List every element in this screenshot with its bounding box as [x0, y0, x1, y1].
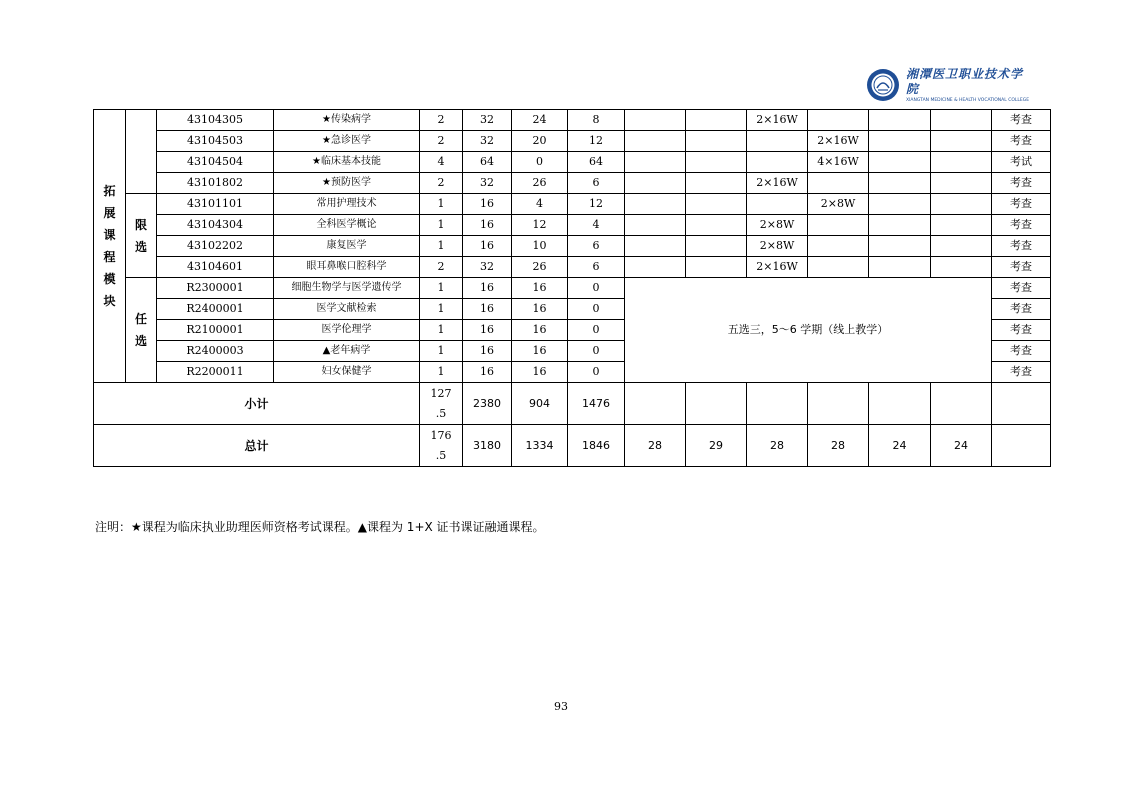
course-code: 43101101: [157, 194, 274, 215]
assessment-type: 考查: [992, 236, 1051, 257]
grand_total-practice-hours: 1846: [568, 425, 625, 467]
grand_total-label: 总计: [94, 425, 420, 467]
course-name: ★预防医学: [274, 173, 420, 194]
assessment-type: 考查: [992, 341, 1051, 362]
table-row: [94, 131, 1051, 152]
course-name: ★急诊医学: [274, 131, 420, 152]
theory-hours: 16: [512, 278, 568, 299]
semester-3-hours: 2×16W: [747, 110, 808, 131]
semester-4-hours: [808, 257, 869, 278]
assessment-type: 考查: [992, 299, 1051, 320]
practice-hours: 0: [568, 320, 625, 341]
college-name-cn: 湘潭医卫职业技术学院: [906, 66, 1024, 96]
group-optional-text: 任选: [134, 312, 147, 348]
semester-4-hours: [808, 173, 869, 194]
curriculum-table: [93, 109, 1051, 467]
assessment-type: 考查: [992, 257, 1051, 278]
practice-hours: 0: [568, 341, 625, 362]
semester-4-hours: [808, 215, 869, 236]
theory-hours: 26: [512, 257, 568, 278]
semester-1-hours: [625, 215, 686, 236]
credit: 2: [420, 110, 463, 131]
semester-6-hours: [931, 194, 992, 215]
practice-hours: 0: [568, 278, 625, 299]
course-name: 医学文献检索: [274, 299, 420, 320]
college-name-en: XIANGTAN MEDICINE & HEALTH VOCATIONAL COLLEGE: [906, 97, 1030, 103]
semester-2-hours: [686, 152, 747, 173]
credit: 1: [420, 194, 463, 215]
subtotal-credit-int: 127: [430, 386, 452, 400]
semester-3-hours: [747, 131, 808, 152]
semester-3-hours: 2×8W: [747, 236, 808, 257]
semester-2-hours: [686, 236, 747, 257]
subtotal-practice-hours: 1476: [568, 383, 625, 425]
subtotal-semester-2: [686, 383, 747, 425]
grand_total-assessment-blank: [992, 425, 1051, 467]
course-name: ★传染病学: [274, 110, 420, 131]
grand_total-semester-4: 28: [808, 425, 869, 467]
semester-1-hours: [625, 152, 686, 173]
theory-hours: 10: [512, 236, 568, 257]
grand-total-row: [94, 425, 1051, 467]
grand_total-semester-2: 29: [686, 425, 747, 467]
course-name: 常用护理技术: [274, 194, 420, 215]
semester-2-hours: [686, 131, 747, 152]
subtotal-semester-4: [808, 383, 869, 425]
course-code: 43104305: [157, 110, 274, 131]
course-name: 康复医学: [274, 236, 420, 257]
total-hours: 16: [463, 236, 512, 257]
course-code: R2400003: [157, 341, 274, 362]
grand_total-theory-hours: 1334: [512, 425, 568, 467]
assessment-type: 考查: [992, 215, 1051, 236]
grand_total-semester-3: 28: [747, 425, 808, 467]
semester-5-hours: [869, 173, 931, 194]
curriculum-table-body: [94, 110, 1051, 467]
subtotal-assessment-blank: [992, 383, 1051, 425]
footnote: 注明：★课程为临床执业助理医师资格考试课程。▲课程为 1+X 证书课证融通课程。: [95, 520, 545, 534]
semester-2-hours: [686, 257, 747, 278]
practice-hours: 0: [568, 362, 625, 383]
course-code: 43104504: [157, 152, 274, 173]
practice-hours: 0: [568, 299, 625, 320]
table-row: [94, 152, 1051, 173]
semester-2-hours: [686, 110, 747, 131]
credit: 2: [420, 131, 463, 152]
theory-hours: 12: [512, 215, 568, 236]
semester-2-hours: [686, 173, 747, 194]
practice-hours: 64: [568, 152, 625, 173]
theory-hours: 26: [512, 173, 568, 194]
semester-2-hours: [686, 194, 747, 215]
grand_total-credit-int: 176: [430, 428, 452, 442]
total-hours: 16: [463, 215, 512, 236]
semester-5-hours: [869, 257, 931, 278]
course-code: R2200011: [157, 362, 274, 383]
semester-6-hours: [931, 215, 992, 236]
semester-5-hours: [869, 236, 931, 257]
table-row: [94, 257, 1051, 278]
practice-hours: 8: [568, 110, 625, 131]
group-blank: [126, 110, 157, 194]
semester-2-hours: [686, 215, 747, 236]
total-hours: 16: [463, 341, 512, 362]
assessment-type: 考查: [992, 362, 1051, 383]
semester-4-hours: 4×16W: [808, 152, 869, 173]
subtotal-credit-frac: .5: [435, 406, 447, 420]
theory-hours: 16: [512, 320, 568, 341]
module-label: [94, 110, 126, 383]
table-row: [94, 215, 1051, 236]
table-row: [94, 110, 1051, 131]
semester-1-hours: [625, 257, 686, 278]
subtotal-semester-5: [869, 383, 931, 425]
theory-hours: 0: [512, 152, 568, 173]
college-logo: [866, 66, 1030, 104]
module-label-text: 拓展课程模块: [103, 184, 116, 308]
subtotal-semester-6: [931, 383, 992, 425]
grand_total-credit-frac: .5: [435, 448, 447, 462]
semester-1-hours: [625, 194, 686, 215]
table-row: [94, 194, 1051, 215]
theory-hours: 24: [512, 110, 568, 131]
theory-hours: 16: [512, 341, 568, 362]
grand_total-credit: [420, 425, 463, 467]
total-hours: 32: [463, 110, 512, 131]
semester-5-hours: [869, 194, 931, 215]
assessment-type: 考查: [992, 320, 1051, 341]
course-code: R2100001: [157, 320, 274, 341]
course-code: 43104503: [157, 131, 274, 152]
semester-4-hours: [808, 110, 869, 131]
course-code: 43101802: [157, 173, 274, 194]
course-name: 细胞生物学与医学遗传学: [274, 278, 420, 299]
theory-hours: 16: [512, 362, 568, 383]
grand_total-semester-6: 24: [931, 425, 992, 467]
semester-6-hours: [931, 257, 992, 278]
course-code: 43104601: [157, 257, 274, 278]
semester-5-hours: [869, 152, 931, 173]
semester-4-hours: [808, 236, 869, 257]
course-name: ★临床基本技能: [274, 152, 420, 173]
course-code: R2300001: [157, 278, 274, 299]
grand_total-total-hours: 3180: [463, 425, 512, 467]
credit: 1: [420, 320, 463, 341]
practice-hours: 12: [568, 194, 625, 215]
total-hours: 16: [463, 194, 512, 215]
semester-6-hours: [931, 152, 992, 173]
course-name: 医学伦理学: [274, 320, 420, 341]
semester-5-hours: [869, 215, 931, 236]
semester-6-hours: [931, 173, 992, 194]
page-number: 93: [554, 700, 568, 713]
semester-5-hours: [869, 131, 931, 152]
subtotal-semester-3: [747, 383, 808, 425]
total-hours: 32: [463, 131, 512, 152]
total-hours: 16: [463, 362, 512, 383]
theory-hours: 4: [512, 194, 568, 215]
subtotal-total-hours: 2380: [463, 383, 512, 425]
grand_total-semester-5: 24: [869, 425, 931, 467]
group-label-restricted: [126, 194, 157, 278]
practice-hours: 6: [568, 236, 625, 257]
credit: 2: [420, 173, 463, 194]
semester-1-hours: [625, 173, 686, 194]
total-hours: 64: [463, 152, 512, 173]
credit: 1: [420, 299, 463, 320]
assessment-type: 考查: [992, 278, 1051, 299]
table-row: [94, 236, 1051, 257]
semester-6-hours: [931, 131, 992, 152]
table-row: [94, 278, 1051, 299]
semester-3-hours: 2×16W: [747, 173, 808, 194]
group-label-optional: [126, 278, 157, 383]
college-seal-icon: [866, 68, 900, 102]
semester-1-hours: [625, 110, 686, 131]
subtotal-semester-1: [625, 383, 686, 425]
theory-hours: 16: [512, 299, 568, 320]
course-code: 43104304: [157, 215, 274, 236]
semester-4-hours: 2×8W: [808, 194, 869, 215]
theory-hours: 20: [512, 131, 568, 152]
semester-3-hours: 2×8W: [747, 215, 808, 236]
course-name: 眼耳鼻喉口腔科学: [274, 257, 420, 278]
semester-3-hours: [747, 194, 808, 215]
total-hours: 16: [463, 299, 512, 320]
course-code: 43102202: [157, 236, 274, 257]
assessment-type: 考查: [992, 110, 1051, 131]
semester-3-hours: [747, 152, 808, 173]
practice-hours: 6: [568, 173, 625, 194]
course-name: ▲老年病学: [274, 341, 420, 362]
credit: 1: [420, 341, 463, 362]
semester-6-hours: [931, 236, 992, 257]
semester-1-hours: [625, 131, 686, 152]
total-hours: 32: [463, 173, 512, 194]
credit: 1: [420, 362, 463, 383]
credit: 1: [420, 236, 463, 257]
course-name: 妇女保健学: [274, 362, 420, 383]
credit: 2: [420, 257, 463, 278]
subtotal-label: 小计: [94, 383, 420, 425]
semester-3-hours: 2×16W: [747, 257, 808, 278]
assessment-type: 考试: [992, 152, 1051, 173]
subtotal-theory-hours: 904: [512, 383, 568, 425]
total-hours: 32: [463, 257, 512, 278]
subtotal-credit: [420, 383, 463, 425]
table-row: [94, 173, 1051, 194]
credit: 4: [420, 152, 463, 173]
assessment-type: 考查: [992, 194, 1051, 215]
practice-hours: 4: [568, 215, 625, 236]
credit: 1: [420, 278, 463, 299]
course-name: 全科医学概论: [274, 215, 420, 236]
group-restricted-text: 限选: [134, 217, 147, 254]
semester-6-hours: [931, 110, 992, 131]
semester-1-hours: [625, 236, 686, 257]
assessment-type: 考查: [992, 173, 1051, 194]
subtotal-row: [94, 383, 1051, 425]
optional-elective-note: 五选三，5～6 学期（线上教学）: [625, 278, 992, 383]
practice-hours: 6: [568, 257, 625, 278]
grand_total-semester-1: 28: [625, 425, 686, 467]
course-code: R2400001: [157, 299, 274, 320]
practice-hours: 12: [568, 131, 625, 152]
total-hours: 16: [463, 278, 512, 299]
total-hours: 16: [463, 320, 512, 341]
semester-4-hours: 2×16W: [808, 131, 869, 152]
assessment-type: 考查: [992, 131, 1051, 152]
semester-5-hours: [869, 110, 931, 131]
credit: 1: [420, 215, 463, 236]
